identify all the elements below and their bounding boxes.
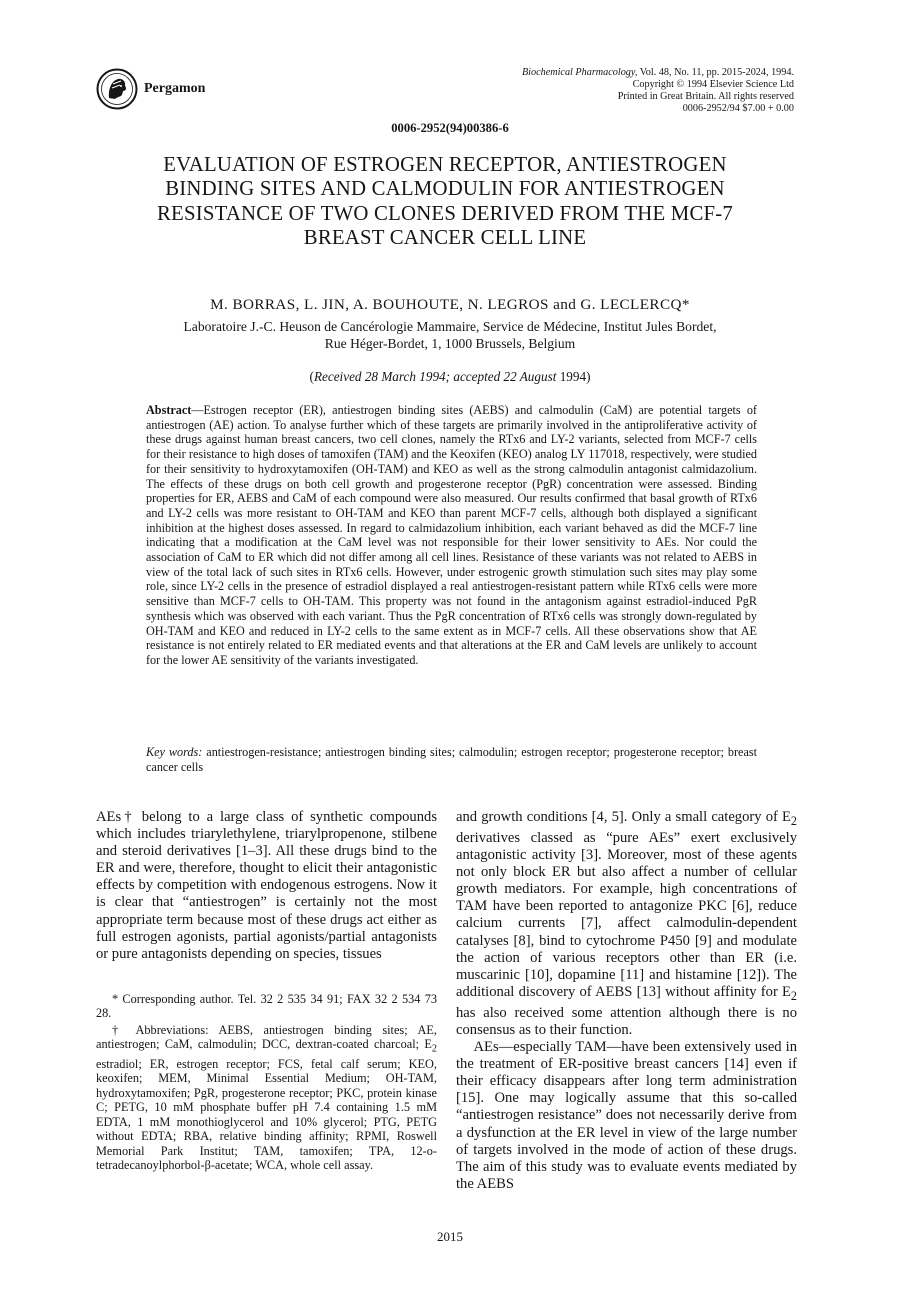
footnote-abbreviations xyxy=(96,1023,437,1173)
abstract xyxy=(146,403,757,668)
journal-info xyxy=(464,67,794,115)
right-column xyxy=(456,809,797,1193)
pergamon-logo-icon xyxy=(96,68,138,110)
article-doi: 0006-2952(94)00386-6 xyxy=(391,121,509,135)
accepted-year: 1994 xyxy=(559,369,587,384)
right-p1-text-b: derivatives classed as “pure AEs” exert exclusively antagonistic activity [3]. Moreover, most of these agents not only block ER but also affect a number of cellular growth mediators. For example, high concentrations of TAM have been reported to antagonize PKC [6], reduce calcium currents [7], affect calmodulin-dependent catalyses [8], bind to cytochrome P450 [9] and modulate the action of various receptors other than ER (i.e. muscarinic [10], dopamine [11] and histamine [12]). The additional discovery of AEBS [13] without affinity for E xyxy=(456,830,797,1000)
article-title: EVALUATION OF ESTROGEN RECEPTOR, ANTIESTROGEN BINDING SITES AND CALMODULIN FOR ANTIESTROGEN RESISTANCE OF TWO CLONES DERIVED FROM THE MCF-7 BREAST CANCER CELL LINE xyxy=(156,153,734,250)
author-list: M. BORRAS, L. JIN, A. BOUHOUTE, N. LEGROS and G. LECLERCQ* xyxy=(210,296,690,313)
abbreviations-text-a: † Abbreviations: AEBS, antiestrogen binding sites; AE, antiestrogen; CaM, calmodulin; DCC, dextran-coated charcoal; E xyxy=(96,1022,437,1052)
page-number: 2015 xyxy=(437,1229,463,1244)
affiliation-line-2: Rue Héger-Bordet, 1, 1000 Brussels, Belgium xyxy=(324,336,576,351)
journal-details: Vol. 48, No. 11, pp. 2015-2024, 1994. xyxy=(639,67,794,78)
footnote-corresponding-author: * Corresponding author. Tel. 32 2 535 34 91; FAX 32 2 534 73 28. xyxy=(96,992,437,1021)
keywords-label: Key words: xyxy=(146,745,203,759)
abbreviations-text-b: estradiol; ER, estrogen receptor; FCS, fetal calf serum; KEO, keoxifen; MEM, Minimal Essential Medium; OH-TAM, hydroxytamoxifen; PgR, progesterone receptor; PKC, protein kinase C; PETG, 10 mM phosphate buffer pH 7.4 containing 1.5 mM EDTA, 1 mM monothioglycerol and 10% glycerol; PTG, PETG without EDTA; RBA, relative binding affinity; RPMI, Roswell Memorial Park Institut; TAM, tamoxifen; TPA, 12-o-tetradecanoylphorbol-β-acetate; WCA, whole cell assay. xyxy=(96,1057,437,1172)
abstract-heading: Abstract xyxy=(146,403,192,417)
left-column xyxy=(96,809,437,963)
keywords xyxy=(146,745,757,774)
right-p1-text-c: has also received some attention although there is no consensus as to their function. xyxy=(456,1004,797,1038)
footnotes xyxy=(96,992,437,1174)
affiliation xyxy=(140,318,760,352)
right-p1-text-a: and growth conditions [4, 5]. Only a small category of E xyxy=(456,809,791,825)
right-p1-subscript: 2 xyxy=(790,813,797,828)
abstract-text: —Estrogen receptor (ER), antiestrogen binding sites (AEBS) and calmodulin (CaM) are potential targets of antiestrogen (AE) action. To analyse further which of these targets are primarily involved in the antiproliferative activity of these drugs against human breast cancers, two cell clones, namely the RTx6 and LY-2 variants, selected from MCF-7 cells for their resistance to high doses of tamoxifen (TAM) and the Keoxifen (KEO) analog LY 117018, respectively, were studied for their sensitivity to hydroxytamoxifen (OH-TAM) and KEO as well as the strong calmodulin antagonist calmidazolium. The effects of these drugs on both cell growth and progesterone receptor (PgR) concentration were assessed. Binding properties for ER, AEBS and CaM of each compound were also measured. Our results confirmed that basal growth of RTx6 and LY-2 cells was more resistant to OH-TAM and KEO than parent MCF-7 cells, although both displayed a significant inhibition at the highest doses assessed. In regard to calmidazolium inhibition, each variant behaved as did the MCF-7 line indicating that a modification at the CaM level was not responsible for their lower sensitivity to AEs. Nor could the association of CaM to ER which did not differ among all cell lines. Resistance of these variants was not related to AEBS in view of the total lack of such sites in RTx6 cells. However, under estrogenic growth stimulation such sites may play some role, since LY-2 cells in the presence of estradiol displayed a real antiestrogen-resistant pattern while RTx6 cells were more sensitive than MCF-7 cells to OH-TAM. This property was not found in the antagonism against estradiol-induced PgR synthesis which was observed with each variant. Thus the PgR concentration of RTx6 cells was strongly down-regulated by OH-TAM and KEO and reduced in LY-2 cells to the same extent as in MCF-7 cells. All these observations show that AE resistance is not entirely related to ER mediated events and that alterations at the ER and CaM levels are unlikely to account for the lower AE sensitivity of the variants investigated. xyxy=(146,403,757,667)
printed-line: Printed in Great Britain. All rights reserved xyxy=(617,91,794,102)
issn-line: 0006-2952/94 $7.00 + 0.00 xyxy=(682,103,794,114)
abbreviations-subscript: 2 xyxy=(431,1043,437,1055)
right-p1-subscript-2: 2 xyxy=(790,988,797,1003)
journal-name: Biochemical Pharmacology, xyxy=(521,67,638,78)
keywords-text: antiestrogen-resistance; antiestrogen binding sites; calmodulin; estrogen receptor; progesterone receptor; breast cancer cells xyxy=(146,745,758,774)
right-column-paragraph-1 xyxy=(456,809,797,1039)
accepted-label: accepted xyxy=(453,369,501,384)
received-dates: (Received 28 March 1994; accepted 22 August 1994) xyxy=(309,369,591,384)
left-column-paragraph: AEs† belong to a large class of synthetic compounds which includes triarylethylene, triarylpropenone, stilbene and steroid derivatives [1–3]. All these drugs bind to the ER and were, therefore, thought to elicit their antagonistic effects by competition with endogenous estrogens. Now it is clear that “antiestrogen” is certainly not the most appropriate term because most of these drugs act either as full estrogen agonists, partial agonists/partial antagonists or pure antagonists depending on species, tissues xyxy=(96,809,437,962)
copyright-line: Copyright © 1994 Elsevier Science Ltd xyxy=(632,79,794,90)
journal-citation xyxy=(464,67,794,79)
publisher-name: Pergamon xyxy=(144,81,206,96)
affiliation-line-1: Laboratoire J.-C. Heuson de Cancérologie Mammaire, Service de Médecine, Institut Jules Bordet, xyxy=(183,319,717,334)
accepted-date: 22 August xyxy=(503,369,557,384)
right-column-paragraph-2: AEs—especially TAM—have been extensively used in the treatment of ER-positive breast cancers [14] even if their efficacy disappears after long term administration [15]. One may logically assume that this so-called “antiestrogen resistance” does not necessarily derive from a dysfunction at the ER level in view of the large number of targets involved in the mode of action of these drugs. The aim of this study was to evaluate events mediated by the AEBS xyxy=(456,1039,797,1192)
received-date: 28 March 1994; xyxy=(364,369,451,384)
received-label: Received xyxy=(313,369,362,384)
